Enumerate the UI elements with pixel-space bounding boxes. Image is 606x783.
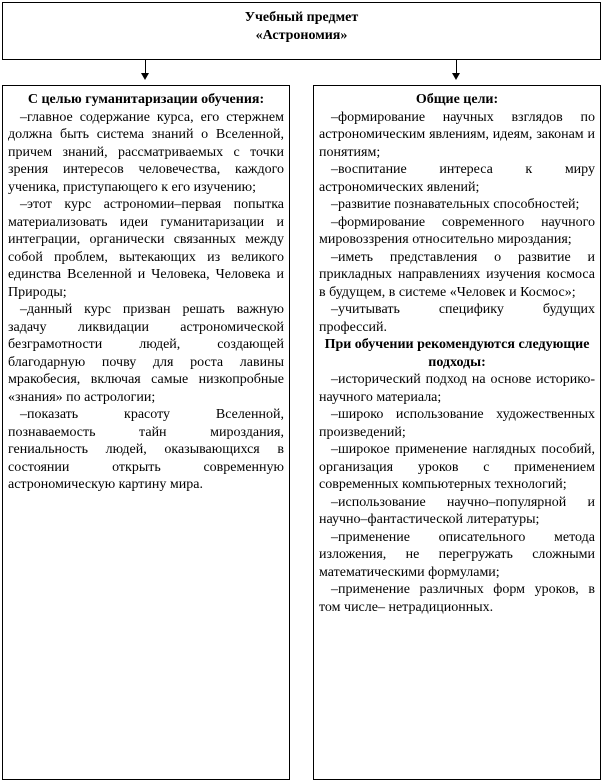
humanization-item: –показать красоту Вселенной, познаваемость тайн мироздания, гениальность людей, оказывающихся в состоянии открыть современную астрономическую картину мира. [8,407,284,492]
connector-right [456,60,457,73]
humanization-item: –этот курс астрономии–первая попытка материализовать идеи гуманитаризации и интеграции, органически связанных между собой проблем, вытекающих из великого единства Вселенной и Человека, Человека и Природы; [8,197,284,300]
subject-box [2,2,601,60]
goal-item: –формирование современного научного мировоззрения относительно мироздания; [319,214,595,247]
approach-item: –применение описательного метода изложения, не перегружать сложными математическими формулами; [319,529,595,580]
approaches-heading: При обучении рекомендуются следующие подходы: [324,337,590,370]
subject-title: «Астрономия» [255,28,348,43]
goals-box [313,85,601,780]
goal-item: –воспитание интереса к миру астрономических явлений; [319,162,595,195]
humanization-box [2,85,290,780]
connector-left [145,60,146,73]
approach-item: –широко использование художественных произведений; [319,407,595,440]
humanization-item: –главное содержание курса, его стержнем должна быть система знаний о Вселенной, причем знаний, рассматриваемых с точки зрения интересов человечества, каждого ученика, приступающего к его изучению; [8,109,284,195]
approach-item: –применение различных форм уроков, в том числе– нетрадиционных. [319,582,595,615]
goal-item: –развитие познавательных способностей; [331,197,580,212]
approach-item: –исторический подход на основе историко-научного материала; [319,372,595,405]
approach-item: –использование научно–популярной и научно–фантастической литературы; [319,494,595,527]
humanization-item: –данный курс призван решать важную задачу ликвидации астрономической безграмотности людей, создающей благодарную почву для роста лавины мракобесия, включая самые низкопробные «знания» по астрологии; [8,302,284,405]
approach-item: –широкое применение наглядных пособий, организация уроков с применением современных компьютерных технологий; [319,442,595,492]
goal-item: –учитывать специфику будущих профессий. [319,302,595,335]
subject-label: Учебный предмет [244,10,359,25]
arrow-right [452,73,460,80]
humanization-heading: С целью гуманитаризации обучения: [27,92,265,107]
goal-item: –иметь представления о развитие и прикладных направлениях изучения космоса в будущем, в системе «Человек и Космос»; [319,249,595,300]
goals-heading: Общие цели: [415,92,499,107]
arrow-left [141,73,149,80]
goal-item: –формирование научных взглядов по астрономическим явлениям, идеям, законам и понятиям; [319,109,595,160]
